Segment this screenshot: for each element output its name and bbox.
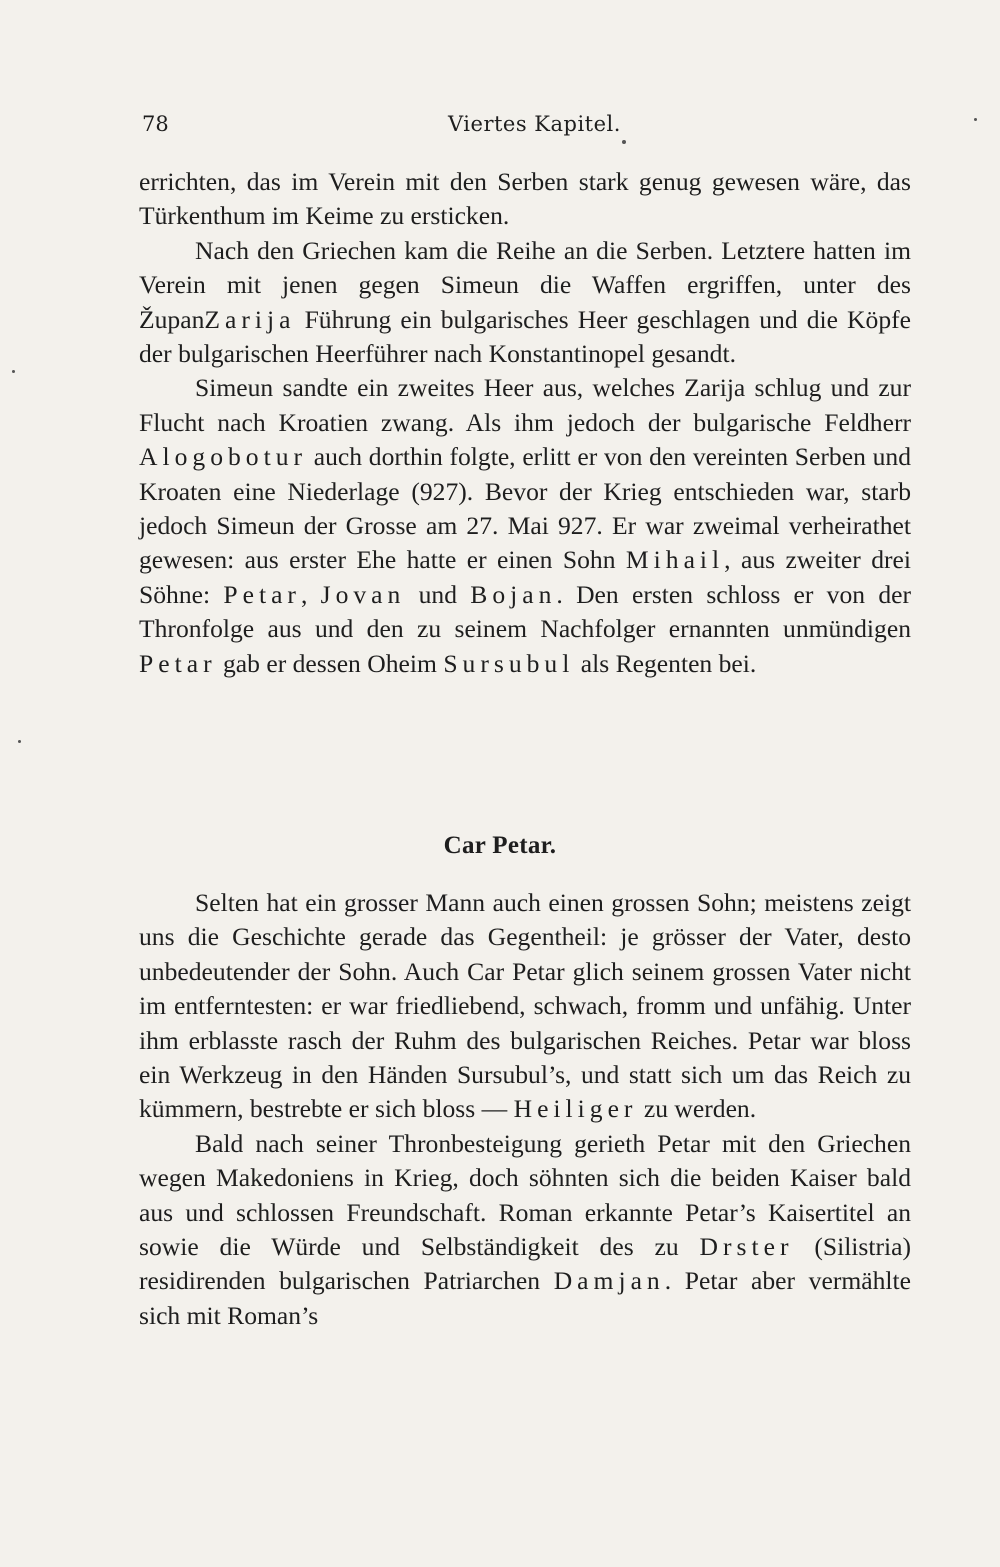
paragraph-serben xyxy=(139,234,911,372)
paragraph-text: Simeun sandte ein zweites Heer aus, welches Zarija schlug und zur Flucht nach Kroatien zwang. Als ihm jedoch der bulgarische Feldherr xyxy=(139,373,911,437)
spaced-name: Drster xyxy=(699,1232,794,1262)
text-block-upper xyxy=(139,165,911,681)
ink-speck xyxy=(974,118,977,121)
paragraph-text: auch dorthin folgte, erlitt er von den vereinten Serben und Kroaten eine Niederlage (927). Bevor der Krieg entschieden war, starb jedoch Simeun der Grosse am 27. Mai 927. Er war zweimal verheirathet gewesen: aus erster Ehe hatte er einen Sohn xyxy=(139,442,911,575)
paragraph-text: Führung ein bulgarisches Heer geschlagen und die Köpfe der bulgarischen Heerführer nach Konstantinopel gesandt. xyxy=(139,304,911,369)
paragraph-text: Bald nach seiner Thronbesteigung gerieth Petar mit den Griechen wegen Makedoniens in Krieg, doch söhnten sich die beiden Kaiser bald aus und schlossen Freundschaft. Roman erkannte Petar’s Kaisertitel an sowie die Würde und Selbständigkeit des zu xyxy=(139,1128,911,1262)
paragraph-text: , xyxy=(300,579,321,609)
paragraph-text: und xyxy=(405,579,471,609)
paragraph-text: Selten hat ein grosser Mann auch einen grossen Sohn; meistens zeigt uns die Geschichte gerade das Gegentheil: je grösser der Vater, desto unbedeutender der Sohn. Auch Car Petar glich seinem grossen Vater nicht im entferntesten: er war friedliebend, schwach, fromm und unfähig. Unter ihm erblasste rasch der Ruhm des bulgarischen Reiches. Petar war bloss ein Werkzeug in den Händen Sursubul’s, und statt sich um das Reich zu kümmern, bestrebte er sich bloss — xyxy=(139,888,911,1124)
spaced-name: Mihail xyxy=(625,545,725,575)
paragraph-text: zu werden. xyxy=(637,1094,757,1124)
running-title: Viertes Kapitel. xyxy=(448,112,621,136)
text-block-lower xyxy=(139,886,911,1333)
ink-speck xyxy=(622,140,626,144)
paragraph-text: gab er dessen Oheim xyxy=(216,648,444,678)
spaced-name: Jovan xyxy=(320,579,406,609)
paragraph-simeun xyxy=(139,371,911,681)
paragraph-selten xyxy=(139,886,911,1127)
paragraph-text: , aus zweiter drei Söhne: xyxy=(139,545,911,609)
spaced-name: Petar xyxy=(223,579,301,609)
section-heading: Car Petar. xyxy=(443,832,557,859)
ink-speck xyxy=(18,740,21,743)
paragraph-text: . Petar aber vermählte sich mit Roman’s xyxy=(139,1266,911,1330)
spaced-word: Heiliger xyxy=(513,1094,638,1124)
page-header xyxy=(140,112,910,142)
ink-speck xyxy=(12,370,15,373)
paragraph-bald xyxy=(139,1127,911,1333)
paragraph-text: (Silistria) residirenden bulgarischen Patriarchen xyxy=(139,1232,912,1296)
paragraph-text: Nach den Griechen kam die Reihe an die Serben. Letztere hatten im Verein mit jenen gegen Simeun die Waffen ergriffen, unter des Župan xyxy=(139,235,911,334)
spaced-name: Damjan xyxy=(553,1266,665,1296)
spaced-name: Alogobotur xyxy=(139,442,308,472)
paragraph-text: . Den ersten schloss er von der Thronfolge aus und den zu seinem Nachfolger ernannten unmündigen xyxy=(139,579,912,644)
paragraph-continuation: errichten, das im Verein mit den Serben stark genug gewesen wäre, das Türkenthum im Keime zu ersticken. xyxy=(139,167,911,231)
spaced-name: Zarija xyxy=(204,304,296,334)
spaced-name: Bojan xyxy=(470,579,557,609)
page-number: 78 xyxy=(142,112,169,136)
spaced-name: Sursubul xyxy=(443,648,575,678)
paragraph-text: als Regenten bei. xyxy=(574,648,757,678)
spaced-name: Petar xyxy=(139,648,217,678)
